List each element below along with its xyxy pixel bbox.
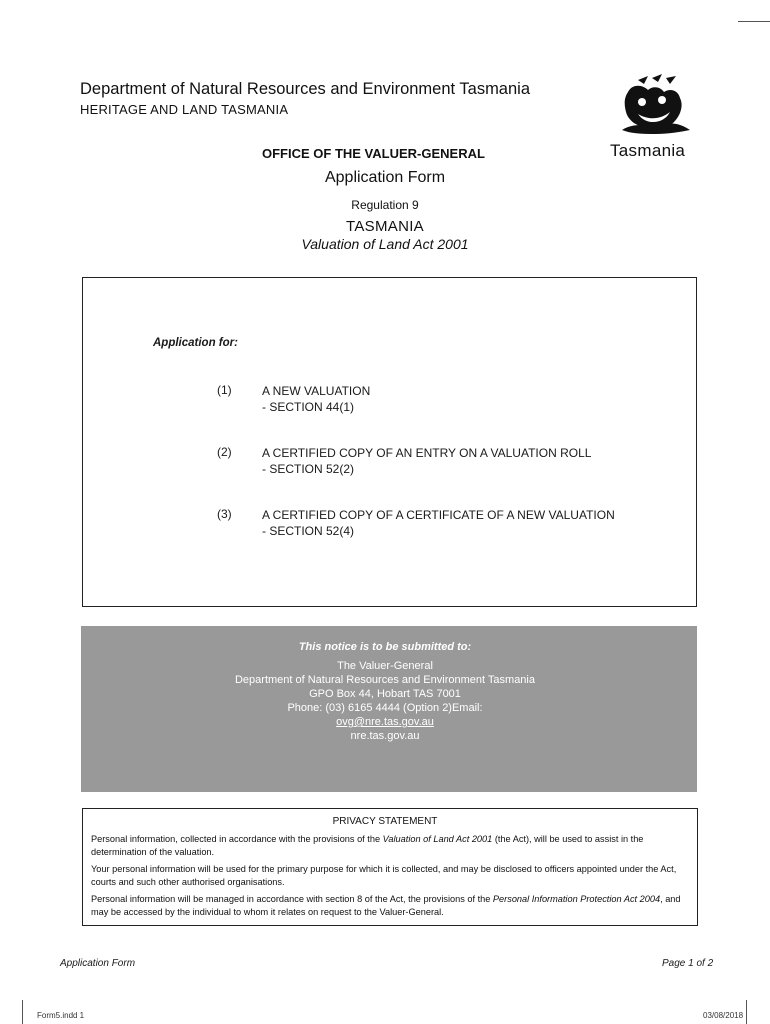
option-certified-copy-entry <box>262 445 591 477</box>
privacy-text: (the Act), will be used to assist in the determination of the valuation. <box>91 834 644 857</box>
tasmania-wordmark: Tasmania <box>610 141 686 160</box>
crop-mark-bottom-left <box>22 1000 23 1024</box>
print-slug-file: Form5.indd 1 <box>37 1011 85 1020</box>
notice-website[interactable]: nre.tas.gov.au <box>350 730 420 742</box>
application-for-label: Application for: <box>153 337 238 349</box>
option-section: - SECTION 52(4) <box>262 524 355 538</box>
state-heading: TASMANIA <box>346 218 424 235</box>
notice-email-row <box>0 716 770 728</box>
notice-address: GPO Box 44, Hobart TAS 7001 <box>309 688 461 700</box>
crop-mark-bottom-right <box>746 1000 747 1024</box>
act-title: Valuation of Land Act 2001 <box>301 236 469 252</box>
privacy-act-name: Personal Information Protection Act 2004 <box>492 894 661 904</box>
crop-mark-top-right <box>738 21 770 22</box>
option-line: A CERTIFIED COPY OF A CERTIFICATE OF A NEW VALUATION <box>262 508 615 522</box>
option-number: (1) <box>217 383 232 397</box>
notice-phone: Phone: (03) 6165 4444 (Option 2)Email: <box>287 702 483 714</box>
privacy-title: PRIVACY STATEMENT <box>332 816 438 827</box>
print-slug-date: 03/08/2018 <box>703 1011 744 1020</box>
option-section: - SECTION 52(2) <box>262 462 355 476</box>
option-line: A CERTIFIED COPY OF AN ENTRY ON A VALUATION ROLL <box>262 446 592 460</box>
privacy-paragraph-1 <box>91 833 693 859</box>
privacy-act-name: Valuation of Land Act 2001 <box>382 834 493 844</box>
option-certified-copy-certificate <box>262 507 615 539</box>
regulation-label: Regulation 9 <box>351 198 419 212</box>
notice-title: This notice is to be submitted to: <box>298 641 472 653</box>
office-name: OFFICE OF THE VALUER-GENERAL <box>262 146 485 161</box>
privacy-text: , and may be accessed by the individual to whom it relates on request to the Valuer-General. <box>91 894 681 917</box>
notice-recipient: The Valuer-General <box>337 660 433 672</box>
department-name: Department of Natural Resources and Environment Tasmania <box>80 80 531 98</box>
option-section: - SECTION 44(1) <box>262 400 355 414</box>
notice-department: Department of Natural Resources and Environment Tasmania <box>234 674 535 686</box>
option-new-valuation <box>262 383 370 415</box>
privacy-text: Personal information will be managed in accordance with section 8 of the Act, the provisions of the <box>91 894 493 904</box>
option-line: A NEW VALUATION <box>262 384 371 398</box>
privacy-paragraph-3 <box>91 893 693 919</box>
option-number: (3) <box>217 507 232 521</box>
footer-page-number: Page 1 of 2 <box>662 958 714 969</box>
form-title: Application Form <box>324 169 446 186</box>
privacy-text: Personal information, collected in accordance with the provisions of the <box>91 834 383 844</box>
division-name: HERITAGE AND LAND TASMANIA <box>80 102 289 117</box>
privacy-paragraph-2: Your personal information will be used for the primary purpose for which it is collected, and may be disclosed to officers appointed under the Act, courts and such other authorised organisations. <box>91 864 677 887</box>
application-box <box>82 277 697 607</box>
option-number: (2) <box>217 445 232 459</box>
email-link[interactable]: ovg@nre.tas.gov.au <box>336 716 434 728</box>
footer-form-name: Application Form <box>60 958 136 969</box>
